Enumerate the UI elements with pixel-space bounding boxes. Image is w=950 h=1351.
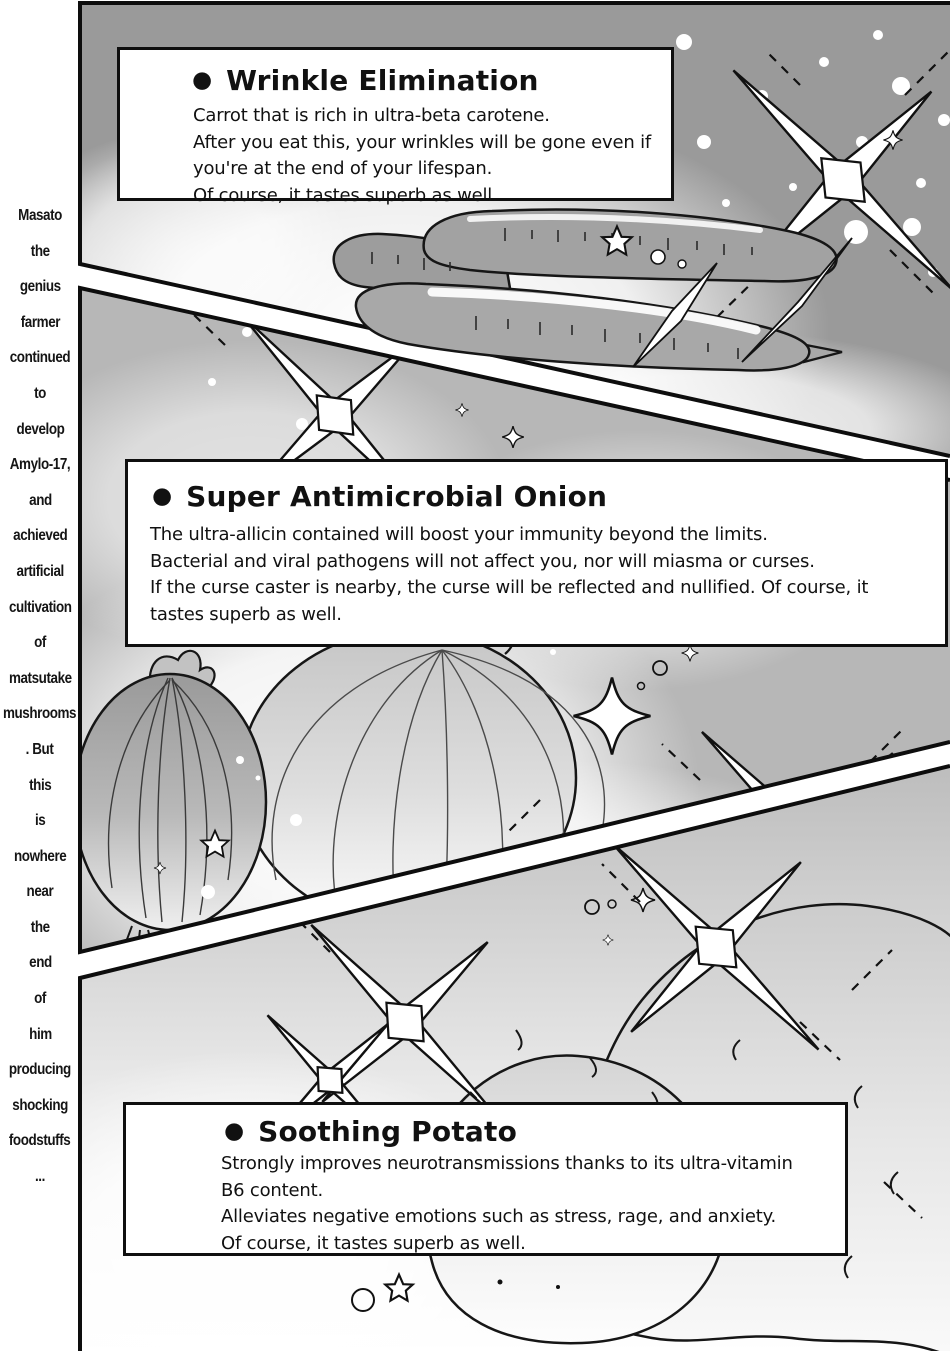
body-line: B6 content. [221,1179,323,1201]
caption-word: mushrooms [3,705,77,723]
info-box-antimicrobial-onion [125,459,948,647]
caption-word: nowhere [13,847,67,865]
caption-word: continued [9,349,71,367]
bullet-icon: ● [192,67,213,93]
info-box-title: Super Antimicrobial Onion [186,480,608,513]
body-line: Alleviates negative emotions such as stress, rage, and anxiety. [221,1206,776,1227]
body-line: Strongly improves neurotransmissions thanks to its ultra-vitamin [221,1153,793,1174]
info-box-body [150,522,945,628]
caption-word: the [30,918,50,936]
info-box-title: Soothing Potato [258,1115,518,1148]
body-line: After you eat this, your wrinkles will be gone even if [193,131,652,153]
caption-word: foodstuffs [9,1132,71,1150]
body-line: Of course, it tastes superb as well. [221,1232,526,1254]
caption-word: achieved [12,527,68,545]
body-line: If the curse caster is nearby, the curse will be reflected and nullified. Of course, it [150,577,869,598]
caption-word: Amylo-17, [9,456,71,474]
caption-word: producing [9,1061,71,1079]
caption-word: is [34,812,46,830]
body-line: Carrot that is rich in ultra-beta carotene. [193,105,550,126]
bullet-icon: ● [224,1118,245,1144]
caption-word: farmer [20,313,60,331]
caption-word: of [34,990,46,1008]
caption-word: to [34,384,46,402]
info-box-body [193,103,671,209]
caption-word: of [34,634,46,652]
caption-word: Masato [18,207,62,224]
caption-word: artificial [16,562,64,580]
caption-word: the [30,242,50,260]
info-box-body [221,1151,845,1257]
caption-word: and [28,491,52,509]
caption-word: end [28,954,52,972]
caption-word: him [28,1025,52,1043]
info-box-soothing-potato [123,1102,848,1256]
info-box-title: Wrinkle Elimination [226,64,539,97]
caption-word: matsutake [8,669,72,687]
caption-word: . But [26,740,54,758]
body-line: Bacterial and viral pathogens will not affect you, nor will miasma or curses. [150,550,815,572]
caption-word: develop [16,420,64,438]
caption-word: cultivation [8,598,72,616]
info-box-title-row [192,64,671,97]
bullet-icon: ● [152,483,173,509]
vertical-caption [0,198,80,1195]
caption-word: near [26,883,54,901]
caption-word: ... [35,1168,45,1186]
caption-word: this [28,776,52,794]
info-box-wrinkle-elimination [117,47,674,206]
caption-word: shocking [12,1096,68,1114]
info-box-title-row [152,480,945,513]
info-box-title-row [224,1115,845,1148]
caption-word: genius [19,278,61,296]
body-line: you're at the end of your lifespan. [193,158,493,179]
body-line: Of course, it tastes superb as well. [193,184,498,206]
body-line: The ultra-allicin contained will boost your immunity beyond the limits. [150,524,768,545]
body-line: tastes superb as well. [150,603,342,625]
